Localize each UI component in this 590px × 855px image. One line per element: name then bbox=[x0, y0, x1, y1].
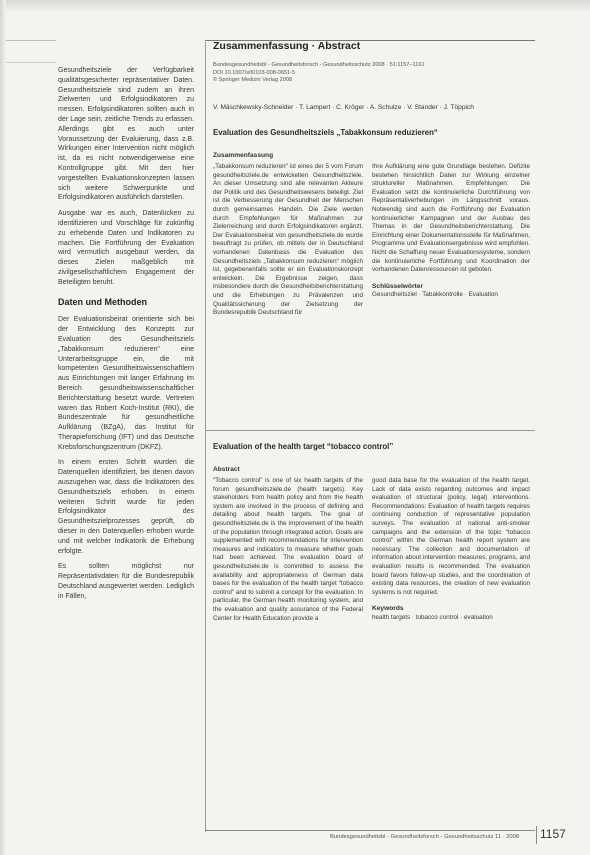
citation-line: © Springer Medizin Verlag 2008 bbox=[213, 77, 293, 84]
page-number: 1157 bbox=[540, 827, 566, 841]
citation-line: Bundesgesundheitsbl - Gesundheitsforsch - Gesundheitsschutz 2008 · 51:1157–1161 bbox=[213, 62, 425, 68]
left-paragraph: Ausgabe war es auch, Datenlücken zu identifizieren und Vorschläge für zukünftig zu erhebende Daten und Indikatoren zu machen. Die Fortführung der Evaluation wird vermutlich ausgebaut werden, da dieses Zielen maßgeblich mit zivilgesellschaftlichem Engagement der Beteiligten beruht. bbox=[58, 210, 194, 286]
footer-citation: Bundesgesundheitsbl - Gesundheitsforsch - Gesundheitsschutz 11 · 2008 bbox=[330, 834, 520, 840]
authors: V. Mäschkewsky-Schneider · T. Lampert · C. Kröger · A. Schulze · V. Stander · J. Töppich bbox=[213, 104, 474, 111]
citation-line: DOI 10.1007/s00103-008-0651-5 bbox=[213, 69, 296, 76]
previous-page-rule bbox=[6, 40, 56, 41]
page-edge bbox=[0, 0, 6, 855]
left-paragraph: In einem ersten Schritt wurden die Datenquellen identifiziert, bei denen davon auszugehen war, dass die Indikatoren des Gesundheitsziels erhoben. In einem weiteren Schritt wurde für jeden Erfolgsindikator des Gesundheitszielprozesses geprüft, ob dieser in den Datenquellen erhoben wurde und mit welcher Indikatorik die Erhebung erfolgte. bbox=[58, 459, 194, 555]
left-paragraph: Der Evaluationsbeirat orientierte sich bei der Entwicklung des Konzepts zur Evaluation des Gesundheitsziels „Tabakkonsum reduzieren“ eine Unterarbeitsgruppe ein, die mit kompetenten Gesundheitswissenschaftlern aus Einrichtungen mit langer Erfahrung im Bereich gesundheitswissenschaftlicher Berichterstattung besetzt wurde. Vertreten waren das Robert Koch-Institut (RKI), die Bundeszentrale für gesundheitliche Aufklärung (BZgA), das Institut für Therapieforschung (IFT) und das Deutsche Krebsforschungszentrum (DKFZ). bbox=[58, 316, 194, 451]
keywords-heading: Schlüsselwörter bbox=[372, 282, 423, 290]
english-abstract-col-1 bbox=[213, 477, 363, 623]
left-paragraph: Gesundheitsziele der Verfügbarkeit qualitätsgesicherter repräsentativer Daten. Gesundheitsziele sind zudem an ihren Zielwerten und Erfolgsindikatoren zu messen. Erfolgsindikatoren sollten auch in der Lage sein, zeitliche Trends zu erfassen. Allerdings gibt es auch unter Voraussetzung der Evaluierung, dass z.B. Wirkungen einer Intervention nicht möglich ist, da es nicht notwendigerweise eine Kontrollgruppe gibt. Mit den hier vorgestellten Evaluationskonzepten lassen sich weitere Schwerpunkte und Erfolgsindikatoren ausführlich darstellen. bbox=[58, 67, 194, 202]
section-title: Daten und Methoden bbox=[58, 296, 147, 307]
citation-block bbox=[213, 62, 533, 85]
left-paragraph: Es sollten möglichst nur Repräsentativdaten für die Bundesrepublik Deutschland ausgewertet werden. Lediglich in Fällen, bbox=[58, 563, 194, 600]
page-shadow bbox=[0, 0, 590, 12]
abstract-text: „Tabakkonsum reduzieren“ ist eines der 5 vom Forum gesundheitsziele.de entwickelten Gesundheitsziele. An dieser Umsetzung sind alle relevanten Akteure der Politik und des Gesundheitswesens beteiligt. Ziel ist die Verbesserung der Gesundheit der Menschen durch gemeinsames Handeln. Die Ziele werden durch Empfehlungen für Maßnahmen zur Zielerreichung und durch Erfolgsindikatoren ergänzt. Der Evaluationsbeirat von gesundheitsziele.de wurde beauftragt zu prüfen, ob mittels der in Deutschland vorhandenen Datenbasis die Evaluation des Gesundheitsziels „Tabakkonsum reduzieren“ möglich ist, gegebenenfalls sollte er ein Evaluationskonzept entwickeln. Die Ergebnisse zeigen, dass insbesondere durch die Gesundheitsberichterstattung und die Erhebungen zu Prävalenzen und Qualitätssicherung der Zielsetzung der Bundesrepublik Deutschland für bbox=[213, 163, 363, 317]
keywords: Gesundheitsziel · Tabakkontrolle · Evaluation bbox=[372, 291, 498, 299]
left-column bbox=[58, 66, 194, 608]
previous-page-rule bbox=[6, 62, 56, 63]
keywords-heading: Keywords bbox=[372, 605, 404, 613]
german-title: Evaluation des Gesundheitsziels „Tabakkonsum reduzieren“ bbox=[213, 128, 438, 137]
footer-rule bbox=[205, 830, 535, 831]
abstract-text: “Tobacco control” is one of six health targets of the forum gesundheitsziele.de (health targets). Key stakeholders from health policy and from the health system are involved in the process of defining and detailing about health targets. The goal of gesundheitsziele.de is the improvement of the health of the population through integrated action. Goals are supplemented with recommendations for intervention measures and indicators to measure whether goals had been achieved. The evaluation board of gesundheitsziele.de is committed to assess the availability and appropriateness of German data bases for the evaluation of the health target “tobacco control” and to submit a concept for the evaluation. In particular, the German health monitoring system, and the evaluation and quality assurance of the Federal Center for Health Education provide a bbox=[213, 477, 363, 622]
abstract-text: good data base for the evaluation of the health target. Lack of data exists regarding outcomes and impact evaluation of structural (policy, legal) interventions. Recommendations: Evaluation of health targets requires continuing conduction of representative population surveys. The evaluation of national anti-smoker campaigns and the extension of the topic “tobacco control” within the German health report system are necessary. The collection and documentation of information about intervention measures, programs, and evaluation results is recommended. The evaluation board favors follow-up studies, and the coordination of existing data resources, the creation of new evaluation systems is not required. bbox=[372, 477, 530, 596]
page-number-divider bbox=[536, 826, 537, 844]
keywords: health targets · tobacco control · evaluation bbox=[372, 613, 493, 621]
english-title: Evaluation of the health target “tobacco control” bbox=[213, 442, 394, 451]
german-abstract-col-2 bbox=[372, 163, 530, 300]
section-rule bbox=[205, 430, 535, 431]
german-abstract-col-1 bbox=[213, 163, 363, 318]
german-section-heading: Zusammenfassung bbox=[213, 152, 274, 159]
page-title: Zusammenfassung · Abstract bbox=[213, 40, 361, 52]
english-section-heading: Abstract bbox=[213, 466, 240, 473]
english-abstract-col-2 bbox=[372, 477, 530, 623]
abstract-text: Ihre Aufklärung eine gute Grundlage bestehen. Defizite bestehen hinsichtlich Daten zur Wirkung einzelner struktureller Maßnahmen. Empfehlungen: Die Evaluation setzt die kontinuierliche Durchführung von Repräsentativerhebungen im Längsschnitt voraus. Notwendig sind auch die Fortführung der Evaluation kontinuierlicher Kampagnen und der Ausbau des Themas in der Gesundheitsberichterstattung. Die Einrichtung einer Dokumentationsstelle für Maßnahmen, Programme und Evaluationsergebnisse wird empfohlen. Nicht die Schaffung neuer Evaluationssysteme, sondern die kontinuierliche Fortführung und Koordination der vorhandenen Datenressourcen ist geboten. bbox=[372, 163, 530, 274]
column-divider bbox=[205, 42, 206, 832]
